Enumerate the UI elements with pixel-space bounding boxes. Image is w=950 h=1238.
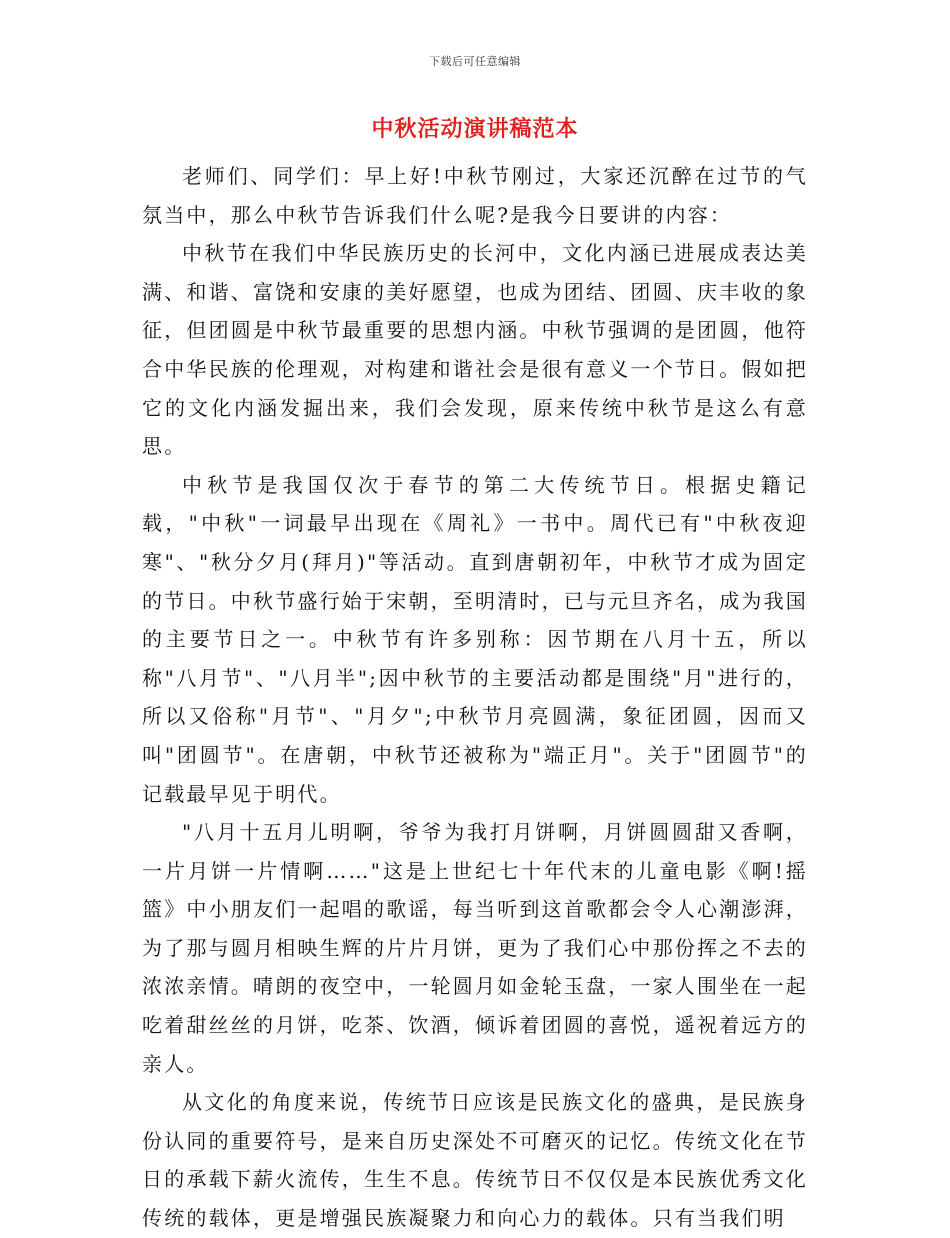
document-title: 中秋活动演讲稿范本 xyxy=(371,116,579,142)
paragraph-song: "八月十五月儿明啊，爷爷为我打月饼啊，月饼圆圆甜又香啊，一片月饼一片情啊……"这是上世纪七十年代末的儿童电影《啊!摇篮》中小朋友们一起唱的歌谣，每当听到这首歌都会令人心潮澎湃，为了那与圆月相映生辉的片片月饼，更为了我们心中那份挥之不去的浓浓亲情。晴朗的夜空中，一轮圆月如金轮玉盘，一家人围坐在一起吃着甜丝丝的月饼，吃茶、饮酒，倾诉着团圆的喜悦，遥祝着远方的亲人。 xyxy=(142,820,808,1076)
document-body xyxy=(142,157,808,1238)
header-note: 下载后可任意编辑 xyxy=(429,55,521,68)
paragraph-greeting: 老师们、同学们：早上好!中秋节刚过，大家还沉醉在过节的气氛当中，那么中秋节告诉我们什么呢?是我今日要讲的内容： xyxy=(142,164,808,227)
paragraph-cultural-meaning: 中秋节在我们中华民族历史的长河中，文化内涵已进展成表达美满、和谐、富饶和安康的美好愿望，也成为团结、团圆、庆丰收的象征，但团圆是中秋节最重要的思想内涵。中秋节强调的是团圆，他符合中华民族的伦理观，对构建和谐社会是很有意义一个节日。假如把它的文化内涵发掘出来，我们会发现，原来传统中秋节是这么有意思。 xyxy=(142,241,808,459)
paragraph-tradition: 从文化的角度来说，传统节日应该是民族文化的盛典，是民族身份认同的重要符号，是来自历史深处不可磨灭的记忆。传统文化在节日的承载下薪火流传，生生不息。传统节日不仅仅是本民族优秀文化传统的载体，更是增强民族凝聚力和向心力的载体。只有当我们明 xyxy=(142,1090,808,1231)
paragraph-history: 中秋节是我国仅次于春节的第二大传统节日。根据史籍记载，"中秋"一词最早出现在《周礼》一书中。周代已有"中秋夜迎寒"、"秋分夕月(拜月)"等活动。直到唐朝初年，中秋节才成为固定的节日。中秋节盛行始于宋朝，至明清时，已与元旦齐名，成为我国的主要节日之一。中秋节有许多别称：因节期在八月十五，所以称"八月节"、"八月半";因中秋节的主要活动都是围绕"月"进行的，所以又俗称"月节"、"月夕";中秋节月亮圆满，象征团圆，因而又叫"团圆节"。在唐朝，中秋节还被称为"端正月"。关于"团圆节"的记载最早见于明代。 xyxy=(142,472,808,806)
